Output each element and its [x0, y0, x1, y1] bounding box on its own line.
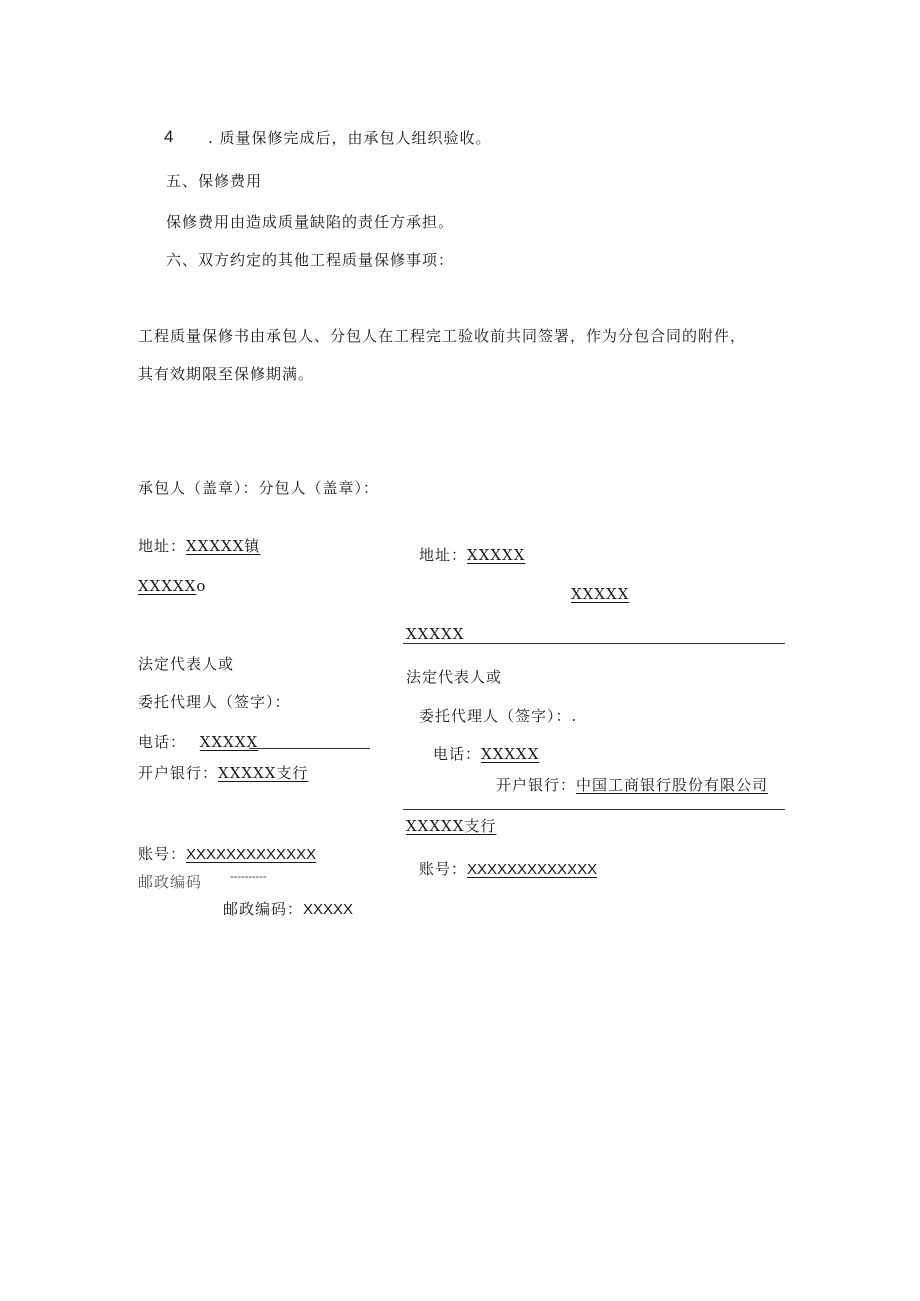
left-address-label: 地址：: [138, 537, 187, 555]
left-legal-rep-line-2: 委托代理人（签字）：: [138, 693, 291, 711]
left-account-value: XXXXXXXXXXXXX: [186, 846, 317, 863]
section-5-text: 保修费用由造成质量缺陷的责任方承担。: [166, 213, 455, 231]
item-4-text: . 质量保修完成后，由承包人组织验收。: [208, 129, 492, 147]
item-4-number: 4: [164, 127, 174, 146]
right-account-label: 账号：: [419, 860, 468, 878]
left-address: [138, 536, 260, 556]
right-legal-rep-line-2: 委托代理人（签字）：.: [419, 707, 578, 725]
left-phone-value: XXXXX: [199, 733, 259, 751]
right-phone: [433, 744, 539, 764]
right-address-line-3: XXXXX: [406, 625, 465, 643]
left-account-label: 账号：: [138, 845, 187, 863]
left-phone-underline: [249, 748, 370, 749]
right-postal-value: XXXXX: [303, 901, 354, 918]
right-bank-rule: [403, 809, 785, 810]
right-address-line-2: XXXXX: [571, 585, 630, 603]
right-address-rule: [403, 643, 785, 644]
right-address: [419, 545, 525, 565]
section-5-title: 五、保修费用: [166, 172, 263, 190]
right-bank-line-2: XXXXX支行: [406, 817, 497, 835]
left-postal-cut: [138, 871, 288, 891]
section-6-title: 六、双方约定的其他工程质量保修事项：: [166, 251, 455, 269]
left-legal-rep-line-1: 法定代表人或: [138, 655, 235, 673]
left-address-line-2: [138, 576, 206, 596]
right-bank-label: 开户银行：: [496, 776, 577, 794]
right-postal: [223, 899, 353, 920]
right-phone-value: XXXXX: [481, 745, 540, 763]
left-phone-label: 电话：: [138, 733, 187, 751]
left-postal-label: 邮政编码: [138, 873, 203, 891]
right-legal-rep-line-1: 法定代表人或: [406, 668, 503, 686]
right-account: [419, 859, 597, 880]
right-address-value: XXXXX: [467, 546, 526, 564]
left-address-line-2-suffix: o: [196, 577, 207, 595]
left-account: [138, 844, 316, 865]
right-account-value: XXXXXXXXXXXXX: [467, 861, 598, 878]
left-postal-value: ----------: [230, 871, 267, 883]
left-bank-label: 开户银行：: [138, 764, 219, 782]
right-bank: [496, 775, 768, 795]
signature-heading: 承包人（盖章）：分包人（盖章）：: [138, 479, 380, 497]
left-bank-value: XXXXX支行: [218, 764, 309, 782]
left-address-line-2-value: XXXXX: [138, 577, 197, 595]
paragraph-line-2: 其有效期限至保修期满。: [138, 365, 315, 383]
right-bank-value: 中国工商银行股份有限公司: [576, 776, 769, 794]
left-phone: [138, 732, 258, 752]
right-address-label: 地址：: [419, 546, 468, 564]
left-bank: [138, 763, 308, 783]
left-address-value: XXXXX镇: [186, 537, 261, 555]
right-postal-label: 邮政编码：: [223, 900, 304, 918]
paragraph-line-1: 工程质量保修书由承包人、分包人在工程完工验收前共同签署，作为分包合同的附件，: [138, 327, 747, 345]
right-phone-label: 电话：: [433, 745, 482, 763]
